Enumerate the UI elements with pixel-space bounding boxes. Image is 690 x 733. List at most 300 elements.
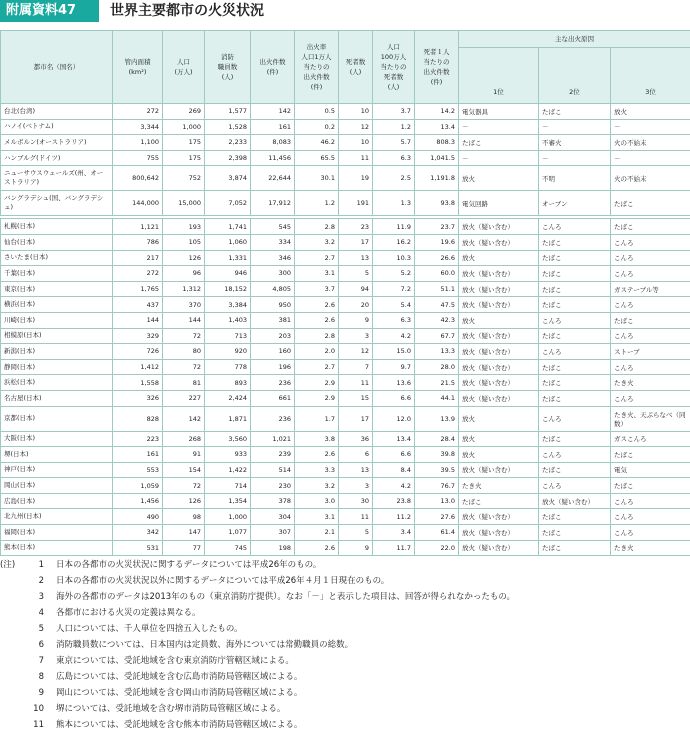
cell-area: 3,344 [113,119,163,135]
table-row [1,540,690,556]
cell-deaths: 5 [339,525,373,541]
cell-c1: 放火（疑い含む） [459,344,539,360]
cell-fires: 1,021 [251,431,295,447]
cell-c1: 放火 [459,447,539,463]
page-title: 世界主要都市の火災状況 [110,0,264,22]
cell-area: 786 [113,234,163,250]
cell-area: 1,765 [113,281,163,297]
table-row [1,281,690,297]
cell-staff: 3,874 [205,166,251,191]
cell-dr: 6.6 [373,390,415,406]
note-text: 堺については、受託地域を含む堺市消防局管轄区域による。 [56,701,285,717]
cell-c1: 放火（疑い含む） [459,266,539,282]
notes-label [0,685,22,701]
table-body [1,104,690,556]
cell-staff: 893 [205,375,251,391]
cell-rate: 3.7 [295,281,339,297]
cell-dr: 13.6 [373,375,415,391]
table-row [1,431,690,447]
cell-fpd: 808.3 [415,135,459,151]
cell-staff: 745 [205,540,251,556]
note-number: 4 [22,605,44,621]
cell-deaths: 6 [339,447,373,463]
cell-pop: 96 [163,266,205,282]
cell-c2: たばこ [539,234,611,250]
cell-c3: こんろ [611,509,690,525]
cell-c2: たばこ [539,540,611,556]
cell-deaths: 11 [339,150,373,166]
cell-staff: 920 [205,344,251,360]
cell-deaths: 12 [339,344,373,360]
cell-c2: たばこ [539,375,611,391]
note-item [0,605,690,621]
cell-fpd: 67.7 [415,328,459,344]
cell-pop: 72 [163,359,205,375]
cell-c2: たばこ [539,328,611,344]
cell-fpd: 28.0 [415,359,459,375]
cell-staff: 1,077 [205,525,251,541]
cell-fires: 236 [251,406,295,431]
cell-staff: 933 [205,447,251,463]
cell-rate: 2.7 [295,250,339,266]
cell-staff: 1,403 [205,312,251,328]
note-item [0,653,690,669]
col-cause-1: 1位 [459,48,539,104]
cell-c1: 放火（疑い含む） [459,219,539,235]
cell-c3: たばこ [611,447,690,463]
cell-c3: たばこ [611,219,690,235]
cell-fpd: 13.3 [415,344,459,360]
cell-deaths: 20 [339,297,373,313]
cell-area: 272 [113,266,163,282]
cell-fires: 545 [251,219,295,235]
cell-deaths: 13 [339,462,373,478]
cell-dr: 16.2 [373,234,415,250]
cell-fpd: 61.4 [415,525,459,541]
table-row [1,478,690,494]
page-header [0,0,690,22]
table-row [1,119,690,135]
cell-area: 828 [113,406,163,431]
cell-c2: こんろ [539,478,611,494]
cell-pop: 72 [163,328,205,344]
cell-c3: たばこ [611,478,690,494]
cell-c1: 放火 [459,250,539,266]
cell-area: 755 [113,150,163,166]
cell-deaths: 30 [339,493,373,509]
cell-fires: 239 [251,447,295,463]
cell-c2: たばこ [539,431,611,447]
cell-fpd: 21.5 [415,375,459,391]
cell-c3: たき火 [611,540,690,556]
cell-pop: 752 [163,166,205,191]
cell-fpd: 26.6 [415,250,459,266]
cell-city: 相模原(日本) [1,328,113,344]
cell-deaths: 191 [339,191,373,216]
cell-rate: 30.1 [295,166,339,191]
note-text: 海外の各都市のデータは2013年のもの（東京消防庁提供）。なお「－」と表示した項目は、回答が得られなかったもの。 [56,589,515,605]
table-row [1,191,690,216]
cell-staff: 778 [205,359,251,375]
cell-c1: たき火 [459,478,539,494]
note-number: 8 [22,669,44,685]
cell-fires: 304 [251,509,295,525]
cell-c1: 放火（疑い含む） [459,281,539,297]
cell-staff: 2,233 [205,135,251,151]
cell-fpd: 13.9 [415,406,459,431]
cell-deaths: 9 [339,312,373,328]
cell-fpd: 51.1 [415,281,459,297]
cell-deaths: 11 [339,509,373,525]
note-item [0,717,690,733]
cell-dr: 12.0 [373,406,415,431]
cell-staff: 1,741 [205,219,251,235]
cell-fpd: 39.5 [415,462,459,478]
table-row [1,250,690,266]
cell-dr: 3.7 [373,104,415,120]
cell-pop: 1,000 [163,119,205,135]
cell-rate: 3.1 [295,266,339,282]
cell-c3: こんろ [611,359,690,375]
cell-fpd: 76.7 [415,478,459,494]
cell-c3: 火の不始末 [611,135,690,151]
cell-area: 342 [113,525,163,541]
col-cause-3: 3位 [611,48,690,104]
cell-area: 326 [113,390,163,406]
appendix-badge: 附属資料47 [0,0,99,22]
cell-area: 223 [113,431,163,447]
note-item [0,669,690,685]
cell-c3: こんろ [611,493,690,509]
cell-pop: 154 [163,462,205,478]
cell-area: 217 [113,250,163,266]
cell-c3: 放火 [611,104,690,120]
cell-city: ハノイ(ベトナム) [1,119,113,135]
table-row [1,104,690,120]
cell-dr: 8.4 [373,462,415,478]
col-area: 管内面積 (km²) [113,31,163,104]
cell-deaths: 36 [339,431,373,447]
cell-dr: 15.0 [373,344,415,360]
note-item [0,589,690,605]
cell-dr: 13.4 [373,431,415,447]
cell-fires: 4,805 [251,281,295,297]
cell-area: 1,558 [113,375,163,391]
cell-dr: 11.9 [373,219,415,235]
cell-pop: 126 [163,493,205,509]
note-item [0,701,690,717]
cell-dr: 5.4 [373,297,415,313]
cell-fires: 661 [251,390,295,406]
cell-deaths: 11 [339,375,373,391]
cell-rate: 46.2 [295,135,339,151]
cell-area: 437 [113,297,163,313]
cell-dr: 1.2 [373,119,415,135]
cell-c3: こんろ [611,525,690,541]
cell-c3: ストーブ [611,344,690,360]
cell-fpd: 93.8 [415,191,459,216]
cell-area: 1,456 [113,493,163,509]
cell-rate: 2.9 [295,390,339,406]
note-item [0,637,690,653]
cell-rate: 2.8 [295,219,339,235]
cell-c3: たばこ [611,312,690,328]
cell-c2: こんろ [539,219,611,235]
cell-c1: 放火 [459,431,539,447]
cell-c2: こんろ [539,344,611,360]
table-row [1,297,690,313]
cell-dr: 6.3 [373,150,415,166]
cell-staff: 1,422 [205,462,251,478]
cell-c3: こんろ [611,234,690,250]
col-cause-2: 2位 [539,48,611,104]
cell-city: 名古屋(日本) [1,390,113,406]
cell-pop: 77 [163,540,205,556]
cell-c3: たき火、天ぷらなべ（同数） [611,406,690,431]
table-row [1,344,690,360]
cell-deaths: 7 [339,359,373,375]
col-death-rate: 人口 100万人 当たりの 死者数 (人) [373,31,415,104]
cell-dr: 9.7 [373,359,415,375]
note-text: 各都市における火災の定義は異なる。 [56,605,201,621]
cell-deaths: 10 [339,135,373,151]
table-row [1,447,690,463]
cell-c3: こんろ [611,297,690,313]
cell-pop: 142 [163,406,205,431]
cell-c3: ガステーブル等 [611,281,690,297]
cell-fpd: 19.6 [415,234,459,250]
cell-fpd: 28.4 [415,431,459,447]
note-text: 人口については、千人単位を四捨五入したもの。 [56,621,243,637]
cell-dr: 4.2 [373,328,415,344]
cell-fires: 22,644 [251,166,295,191]
cell-fires: 307 [251,525,295,541]
cell-fpd: 1,191.8 [415,166,459,191]
cell-pop: 98 [163,509,205,525]
cell-pop: 227 [163,390,205,406]
table-row [1,234,690,250]
table-row [1,462,690,478]
cell-c2: 放火（疑い含む） [539,493,611,509]
cell-deaths: 17 [339,234,373,250]
cell-staff: 2,398 [205,150,251,166]
col-causes: 主な出火原因 [459,31,690,48]
cell-fires: 334 [251,234,295,250]
cell-fpd: 14.2 [415,104,459,120]
cell-city: 広島(日本) [1,493,113,509]
cell-fpd: 13.0 [415,493,459,509]
cell-area: 272 [113,104,163,120]
col-deaths: 死者数 (人) [339,31,373,104]
table-row [1,328,690,344]
cell-c1: 放火（疑い含む） [459,328,539,344]
cell-area: 1,121 [113,219,163,235]
note-text: 熊本については、受託地域を含む熊本市消防局管轄区域による。 [56,717,302,733]
cell-area: 161 [113,447,163,463]
cell-c1: 放火（疑い含む） [459,462,539,478]
cell-city: 横浜(日本) [1,297,113,313]
cell-dr: 11.7 [373,540,415,556]
table-row [1,493,690,509]
cell-c2: たばこ [539,525,611,541]
cell-area: 490 [113,509,163,525]
cell-c2: たばこ [539,359,611,375]
cell-c3: こんろ [611,250,690,266]
table-row [1,390,690,406]
cell-c2: こんろ [539,447,611,463]
cell-staff: 1,000 [205,509,251,525]
cell-fires: 198 [251,540,295,556]
cell-city: 京都(日本) [1,406,113,431]
cell-pop: 147 [163,525,205,541]
cell-rate: 0.5 [295,104,339,120]
table-row [1,135,690,151]
note-text: 日本の各都市の火災状況に関するデータについては平成26年のもの。 [56,557,321,573]
cell-city: 堺(日本) [1,447,113,463]
cell-rate: 1.7 [295,406,339,431]
cell-pop: 193 [163,219,205,235]
notes-label [0,621,22,637]
cell-dr: 3.4 [373,525,415,541]
table-row [1,150,690,166]
cell-c2: たばこ [539,266,611,282]
cell-fpd: 1,041.5 [415,150,459,166]
cell-c3: たばこ [611,191,690,216]
cell-staff: 1,331 [205,250,251,266]
cell-city: 神戸(日本) [1,462,113,478]
cell-city: 浜松(日本) [1,375,113,391]
cell-pop: 72 [163,478,205,494]
cell-c1: 放火 [459,406,539,431]
cell-staff: 1,528 [205,119,251,135]
notes-section [0,557,690,733]
cell-c3: 火の不始末 [611,166,690,191]
cell-c1: 放火（疑い含む） [459,297,539,313]
cell-fires: 236 [251,375,295,391]
cell-rate: 3.2 [295,234,339,250]
table-row [1,406,690,431]
col-city: 都市名（国名） [1,31,113,104]
cell-c2: 不明 [539,166,611,191]
note-text: 広島については、受託地域を含む広島市消防局管轄区域による。 [56,669,302,685]
cell-pop: 370 [163,297,205,313]
cell-fpd: 27.6 [415,509,459,525]
cell-city: メルボルン(オーストラリア) [1,135,113,151]
col-fires: 出火件数 (件) [251,31,295,104]
cell-c1: 放火（疑い含む） [459,540,539,556]
cell-rate: 2.6 [295,540,339,556]
cell-c3: こんろ [611,390,690,406]
cell-staff: 1,354 [205,493,251,509]
cell-rate: 3.2 [295,478,339,494]
notes-label: (注) [0,557,22,573]
cell-area: 144,000 [113,191,163,216]
cell-c3: － [611,119,690,135]
note-number: 3 [22,589,44,605]
table-row [1,509,690,525]
cell-pop: 15,000 [163,191,205,216]
cell-rate: 0.2 [295,119,339,135]
cell-pop: 81 [163,375,205,391]
cell-fires: 160 [251,344,295,360]
cell-c2: たばこ [539,104,611,120]
note-number: 9 [22,685,44,701]
cell-deaths: 5 [339,266,373,282]
cell-deaths: 9 [339,540,373,556]
cell-area: 531 [113,540,163,556]
cell-staff: 946 [205,266,251,282]
cell-pop: 144 [163,312,205,328]
notes-label [0,589,22,605]
table-row [1,312,690,328]
cell-fires: 17,912 [251,191,295,216]
cell-c3: こんろ [611,266,690,282]
cell-city: 熊本(日本) [1,540,113,556]
cell-c2: たばこ [539,281,611,297]
cell-pop: 268 [163,431,205,447]
cell-rate: 2.7 [295,359,339,375]
cell-c1: 放火（疑い含む） [459,359,539,375]
note-number: 2 [22,573,44,589]
cell-area: 1,412 [113,359,163,375]
cell-c1: 放火（疑い含む） [459,525,539,541]
cell-fires: 346 [251,250,295,266]
col-population: 人口 (万人) [163,31,205,104]
cell-deaths: 15 [339,390,373,406]
cell-area: 1,059 [113,478,163,494]
cell-city: 新潟(日本) [1,344,113,360]
cell-c2: オーブン [539,191,611,216]
cell-fpd: 39.8 [415,447,459,463]
cell-fires: 950 [251,297,295,313]
cell-fpd: 13.4 [415,119,459,135]
cell-deaths: 94 [339,281,373,297]
cell-city: バングラデシュ(国、バングラデシュ) [1,191,113,216]
cell-fires: 230 [251,478,295,494]
cell-c3: ガスこんろ [611,431,690,447]
cell-c1: － [459,150,539,166]
cell-dr: 11.2 [373,509,415,525]
cell-city: 千葉(日本) [1,266,113,282]
note-text: 東京については、受託地域を含む東京消防庁管轄区域による。 [56,653,294,669]
cell-dr: 4.2 [373,478,415,494]
cell-fires: 378 [251,493,295,509]
cell-dr: 6.3 [373,312,415,328]
cell-c2: たばこ [539,509,611,525]
cell-pop: 91 [163,447,205,463]
cell-pop: 175 [163,135,205,151]
cell-rate: 2.6 [295,297,339,313]
notes-label [0,573,22,589]
note-text: 日本の各都市の火災状況以外に関するデータについては平成26年４月１日現在のもの。 [56,573,389,589]
cell-c1: たばこ [459,135,539,151]
col-staff: 消防 職員数 (人) [205,31,251,104]
cell-c2: こんろ [539,312,611,328]
cell-deaths: 23 [339,219,373,235]
cell-pop: 269 [163,104,205,120]
cell-c2: こんろ [539,406,611,431]
cell-city: ハンブルグ(ドイツ) [1,150,113,166]
cell-city: 台北(台湾) [1,104,113,120]
cell-fires: 514 [251,462,295,478]
cell-staff: 1,871 [205,406,251,431]
cell-c1: 放火（疑い含む） [459,509,539,525]
cell-fpd: 22.0 [415,540,459,556]
cell-fires: 300 [251,266,295,282]
cell-area: 726 [113,344,163,360]
cell-pop: 126 [163,250,205,266]
cell-city: 仙台(日本) [1,234,113,250]
